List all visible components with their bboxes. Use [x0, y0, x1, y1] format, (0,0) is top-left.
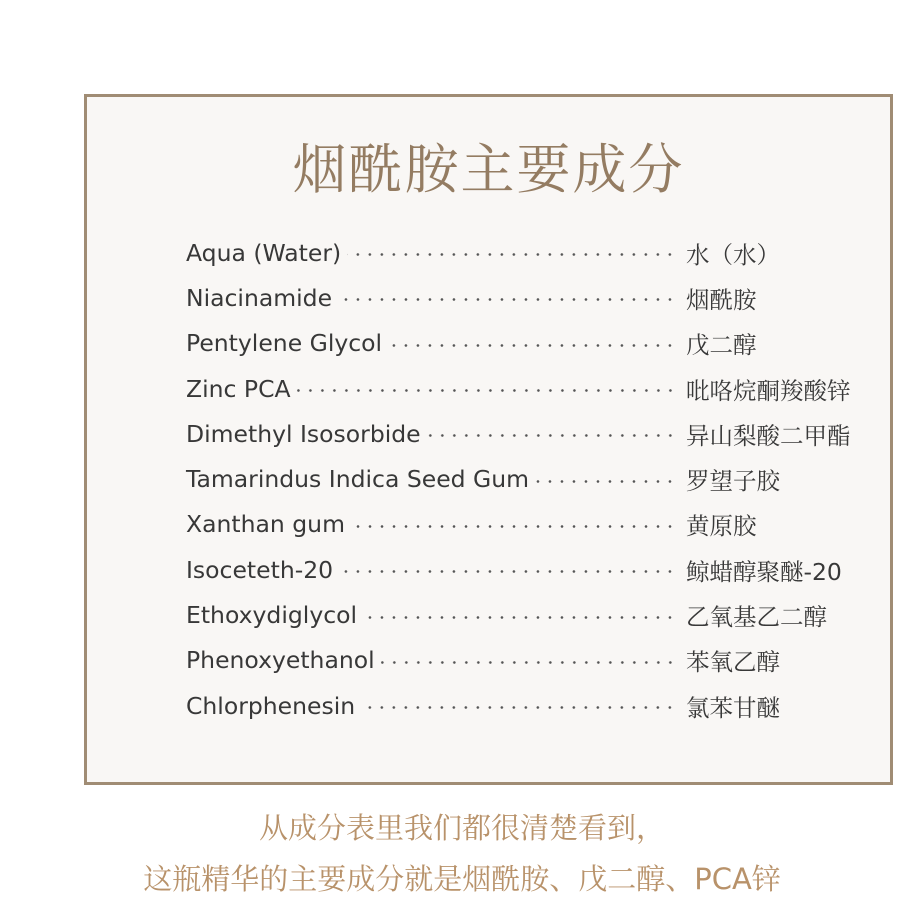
ingredient-chinese-name: 烟酰胺	[686, 285, 757, 314]
ingredient-english-name: Ethoxydiglycol	[186, 601, 358, 630]
ingredient-row	[186, 547, 866, 592]
ingredient-row	[186, 230, 866, 275]
ingredient-row	[186, 321, 866, 366]
ingredient-english-name: Phenoxyethanol	[186, 646, 375, 675]
ingredient-chinese-name: 鲸蜡醇聚醚-20	[686, 557, 842, 586]
ingredient-chinese-name: 水（水）	[686, 240, 780, 269]
ingredient-english-name: Dimethyl Isosorbide	[186, 419, 421, 448]
ingredient-english-name: Zinc PCA	[186, 374, 291, 403]
ingredient-row	[186, 592, 866, 637]
ingredient-english-name: Pentylene Glycol	[186, 329, 383, 358]
ingredient-chinese-name: 乙氧基乙二醇	[686, 603, 827, 632]
ingredient-chinese-name: 异山梨酸二甲酯	[686, 421, 851, 450]
dot-leader	[388, 344, 676, 347]
ingredient-row	[186, 275, 866, 320]
ingredient-english-name: Tamarindus Indica Seed Gum	[186, 465, 530, 494]
ingredient-english-name: Chlorphenesin	[186, 691, 356, 720]
dot-leader	[361, 706, 676, 709]
dot-leader	[363, 616, 676, 619]
ingredient-list	[186, 230, 866, 728]
dot-leader	[427, 434, 676, 437]
ingredient-english-name: Xanthan gum	[186, 510, 345, 539]
dot-leader	[339, 570, 676, 573]
dot-leader	[535, 480, 676, 483]
ingredient-english-name: Niacinamide	[186, 283, 333, 312]
card-title: 烟酰胺主要成分	[292, 138, 685, 201]
dot-leader	[297, 389, 676, 392]
ingredient-row	[186, 502, 866, 547]
ingredient-english-name: Isoceteth-20	[186, 555, 334, 584]
ingredient-row	[186, 638, 866, 683]
ingredient-row	[186, 683, 866, 728]
ingredient-chinese-name: 苯氧乙醇	[686, 648, 780, 677]
ingredient-row	[186, 366, 866, 411]
caption-line-2: 这瓶精华的主要成分就是烟酰胺、戊二醇、PCA锌	[143, 862, 781, 896]
ingredient-chinese-name: 戊二醇	[686, 331, 757, 360]
dot-leader	[338, 298, 676, 301]
ingredient-row	[186, 456, 866, 501]
dot-leader	[347, 253, 676, 256]
ingredient-row	[186, 411, 866, 456]
ingredient-chinese-name: 罗望子胶	[686, 467, 780, 496]
ingredients-card	[84, 94, 893, 785]
caption-line-1: 从成分表里我们都很清楚看到，	[258, 811, 665, 845]
dot-leader	[351, 525, 676, 528]
dot-leader	[381, 661, 676, 664]
ingredient-chinese-name: 黄原胶	[686, 512, 757, 541]
ingredient-chinese-name: 氯苯甘醚	[686, 693, 780, 722]
ingredient-english-name: Aqua (Water)	[186, 238, 342, 267]
ingredient-chinese-name: 吡咯烷酮羧酸锌	[686, 376, 851, 405]
